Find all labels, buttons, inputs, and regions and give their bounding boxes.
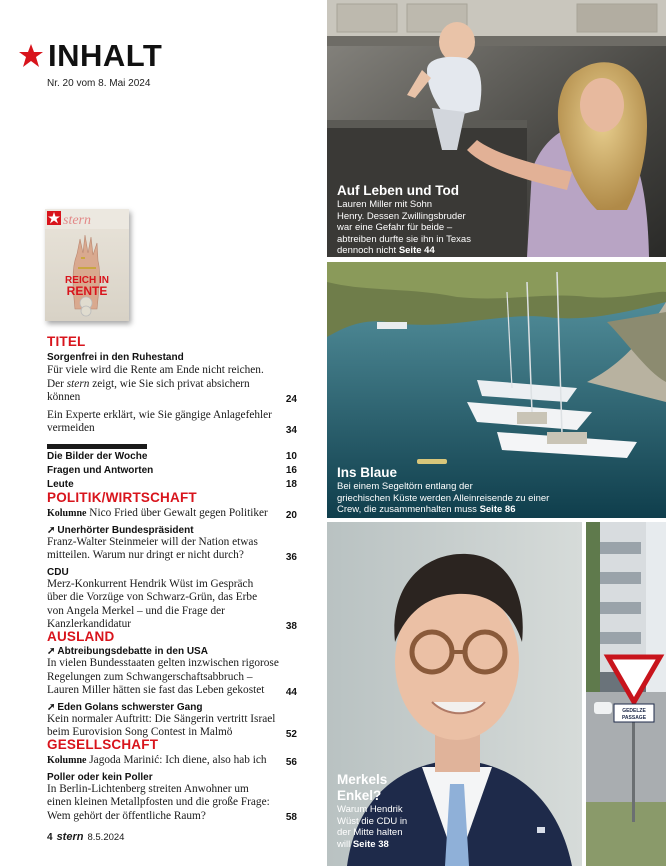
- story-title[interactable]: Sorgenfrei in den Ruhestand: [47, 352, 184, 363]
- cover-star-logo: [47, 211, 61, 225]
- cover-headline-1: REICH IN: [65, 275, 109, 286]
- entry-line: Regelungen zum Schwangerschaftsabbruch –: [47, 670, 253, 683]
- caption-title: Merkels: [337, 772, 388, 787]
- caption-title: Enkel?: [337, 788, 382, 803]
- entry-line: einen kleinen Metallpfosten und die große Frage:: [47, 796, 270, 808]
- entry-line: Kanzlerkandidatur: [47, 618, 132, 630]
- photo-caption: [337, 465, 657, 516]
- entry-line: mitteilen. Warum nur dringt er nicht durch?: [47, 549, 244, 561]
- toc-entry[interactable]: [47, 364, 297, 405]
- stern-star-icon: [18, 43, 44, 69]
- cover-masthead: stern: [63, 213, 91, 228]
- photo-caption: [337, 183, 597, 257]
- entry-line: beim Eurovision Song Contest in Malmö: [47, 726, 233, 738]
- caption-line: abtreiben durfte sie ihn in Texas: [337, 233, 471, 245]
- page-number: 34: [285, 424, 297, 436]
- caption-line: Wüst die CDU in: [337, 815, 408, 827]
- page-number: 18: [285, 479, 297, 490]
- section-heading-ausland: AUSLAND: [47, 629, 115, 644]
- section-gesellschaft: [47, 737, 297, 823]
- toc-entry[interactable]: [47, 657, 297, 698]
- kolumne-label: Kolumne: [47, 755, 87, 766]
- toc-entry[interactable]: [47, 783, 297, 824]
- footer-brand: stern: [56, 831, 84, 843]
- section-heading-gesellschaft: GESELLSCHAFT: [47, 737, 159, 752]
- footer-page-number: 4: [47, 832, 53, 843]
- page-reference[interactable]: Seite 38: [352, 838, 389, 850]
- toc-entry[interactable]: [47, 448, 297, 462]
- page-footer: [47, 831, 124, 843]
- caption-title: Auf Leben und Tod: [337, 183, 459, 198]
- magazine-logo: [18, 40, 162, 71]
- page-reference[interactable]: Seite 44: [398, 245, 435, 256]
- photo-caption: [337, 772, 447, 850]
- arrow-icon: ➚: [47, 701, 56, 713]
- entry-line: über die Vorzüge von Schwarz-Grün, das Erbe: [47, 591, 258, 603]
- page-number: 20: [285, 509, 297, 521]
- article-title[interactable]: ➚ Eden Golans schwerster Gang: [47, 701, 203, 713]
- cover-thumbnail[interactable]: [45, 209, 129, 321]
- page-number: 10: [285, 451, 297, 462]
- entry-label: Leute: [47, 479, 74, 490]
- kolumne-text: Jagoda Marinić: Ich diene, also hab ich: [89, 754, 267, 766]
- entry-label: Die Bilder der Woche: [47, 451, 148, 462]
- entry-line: Merz-Konkurrent Hendrik Wüst im Gespräch: [47, 577, 254, 590]
- toc-entry[interactable]: [47, 409, 297, 436]
- entry-line: von Angela Merkel – und die Frage der: [47, 604, 225, 617]
- section-heading-politik: POLITIK/WIRTSCHAFT: [47, 490, 197, 505]
- section-heading-titel: TITEL: [47, 334, 86, 349]
- kolumne-label: Kolumne: [47, 508, 87, 519]
- caption-line: Lauren Miller mit Sohn: [337, 199, 433, 210]
- article-title[interactable]: ➚ Abtreibungsdebatte in den USA: [47, 646, 208, 657]
- kolumne-text: Nico Fried über Gewalt gegen Politiker: [89, 507, 268, 519]
- toc-entry[interactable]: [47, 462, 297, 476]
- page-number: 38: [285, 620, 297, 632]
- article-title[interactable]: ➚ Unerhörter Bundespräsident: [47, 524, 194, 536]
- page-number: 44: [285, 686, 297, 698]
- entry-line: Für viele wird die Rente am Ende nicht reichen.: [47, 364, 264, 376]
- issue-date: Nr. 20 vom 8. Mai 2024: [47, 78, 151, 89]
- section-ausland: [47, 629, 297, 740]
- caption-line: Crew, die zusammenhalten muss Seite 86: [337, 504, 516, 515]
- section-politik: [47, 490, 297, 632]
- entry-line: Wem gehört der öffentliche Raum?: [47, 809, 206, 822]
- toc-entry[interactable]: [47, 754, 297, 768]
- page-number: 58: [285, 812, 297, 823]
- caption-line: dennoch nicht Seite 44: [337, 245, 435, 256]
- caption-line: will Seite 38: [337, 838, 389, 850]
- entry-line: In vielen Bundesstaaten gelten inzwischen rigorose: [47, 657, 279, 669]
- entry-line: In Berlin-Lichtenberg streiten Anwohner um: [47, 782, 249, 795]
- page-reference[interactable]: Seite 86: [479, 504, 516, 515]
- caption-line: Henry. Dessen Zwillingsbruder: [337, 210, 466, 222]
- street-sign-line-2: PASSAGE: [621, 715, 647, 721]
- section-titel: [47, 334, 297, 449]
- caption-line: griechischen Küste werden Alleinreisende zu einer: [337, 492, 550, 504]
- photo-portrait[interactable]: [327, 522, 582, 866]
- photo-sailing[interactable]: [327, 262, 666, 518]
- toc-entry[interactable]: [47, 713, 297, 740]
- regular-features: [47, 448, 297, 490]
- entry-line: Ein Experte erklärt, wie Sie gängige Anlagefehler: [47, 408, 272, 421]
- entry-line: Kein normaler Auftritt: Die Sängerin vertritt Israel: [47, 712, 276, 725]
- page-number: 24: [285, 393, 297, 405]
- article-title[interactable]: Poller oder kein Poller: [47, 771, 153, 783]
- page-number: 36: [285, 551, 297, 563]
- entry-line: Der stern zeigt, wie Sie sich privat absichern können: [47, 377, 250, 403]
- page-number: 16: [285, 465, 297, 476]
- page-title: INHALT: [48, 38, 163, 73]
- toc-entry[interactable]: [47, 507, 297, 521]
- cover-headline-2: RENTE: [66, 284, 108, 298]
- footer-date: 8.5.2024: [87, 832, 125, 843]
- toc-entry[interactable]: [47, 536, 297, 563]
- entry-line: Lauren Miller hätten sie fast das Leben gekostet: [47, 684, 265, 696]
- page-number: 56: [285, 756, 297, 768]
- entry-line: Franz-Walter Steinmeier will der Nation etwas: [47, 535, 258, 548]
- page-number: 52: [285, 728, 297, 740]
- toc-entry[interactable]: [47, 578, 297, 632]
- caption-title: Ins Blaue: [337, 465, 398, 480]
- toc-entry[interactable]: [47, 476, 297, 490]
- caption-line: Warum Hendrik: [337, 804, 403, 815]
- street-sign-line-1: GEDELZE: [622, 708, 646, 714]
- entry-label: Fragen und Antworten: [47, 465, 154, 476]
- photo-mother-baby[interactable]: [327, 0, 666, 257]
- arrow-icon: ➚: [47, 646, 56, 657]
- entry-line: vermeiden: [47, 422, 95, 434]
- photo-street-bollard[interactable]: [586, 522, 666, 866]
- caption-line: der Mitte halten: [337, 827, 403, 838]
- arrow-icon: ➚: [47, 524, 56, 536]
- caption-line: war eine Gefahr für beide –: [337, 222, 453, 233]
- caption-line: Bei einem Segeltörn entlang der: [337, 481, 473, 492]
- article-title[interactable]: CDU: [47, 566, 69, 578]
